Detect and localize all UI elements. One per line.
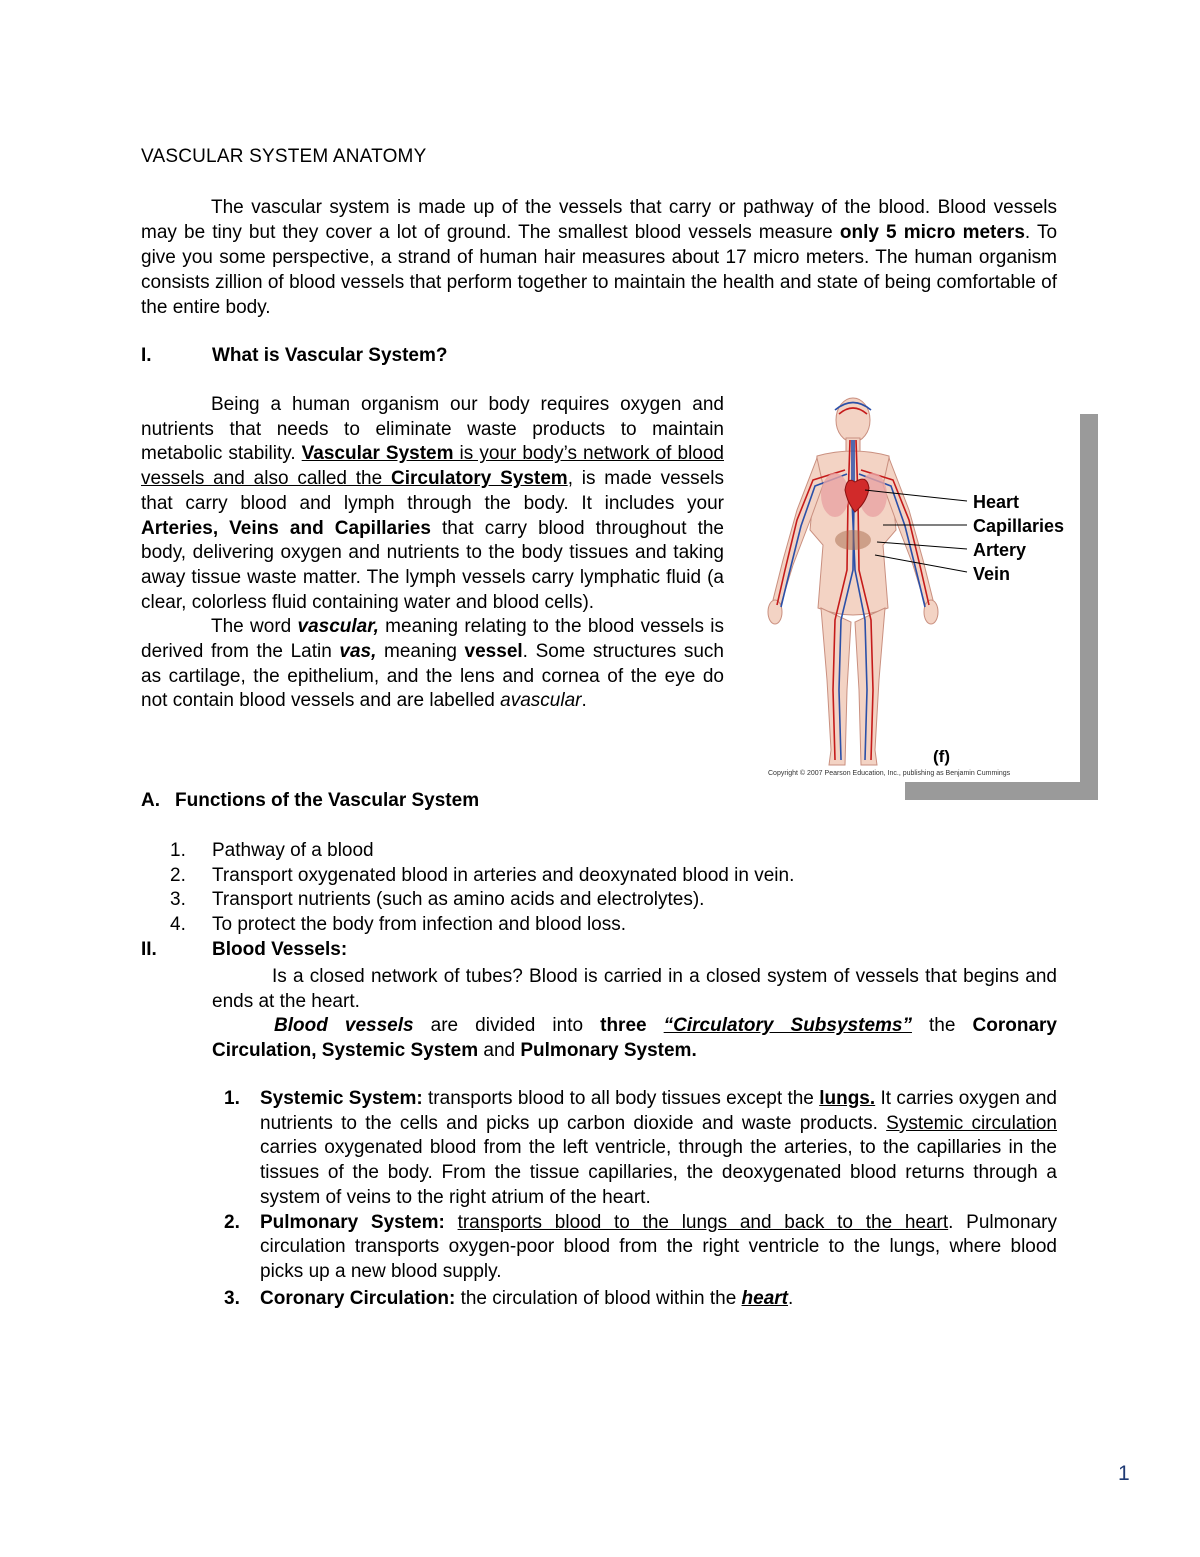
- text-run: Systemic System:: [260, 1088, 423, 1109]
- text-run: meaning: [376, 641, 465, 663]
- section-2-heading: Blood Vessels:: [212, 939, 348, 960]
- section-a-heading: Functions of the Vascular System: [175, 790, 480, 811]
- text-run: transports blood to the lungs and back to the heart: [457, 1211, 949, 1233]
- text-run: meaning relating to the blood vessels is derived from the Latin: [141, 616, 724, 663]
- text-run: Coronary Circulation:: [260, 1287, 456, 1309]
- figure-tag: (f): [933, 747, 950, 766]
- figure-labels: [973, 490, 1064, 586]
- list-number: 4.: [170, 913, 186, 935]
- text-run: is your body’s network of blood vessels and also called the: [141, 443, 724, 490]
- text-run: carries oxygenated blood from the left ventricle, through the arteries, to the capillaries in the tissues of the body. From the tissue capillaries, the deoxygenated blood returns through a system of veins to the right atrium of the heart.: [260, 1137, 1057, 1208]
- figure-copyright: Copyright © 2007 Pearson Education, Inc., publishing as Benjamin Cummings: [768, 770, 1011, 777]
- list-text: Transport nutrients (such as amino acids and electrolytes).: [212, 889, 705, 911]
- list-item-coronary: [224, 1287, 1057, 1312]
- text-run: Pulmonary System:: [260, 1211, 445, 1233]
- text-run: .: [581, 690, 587, 712]
- list-number: 2.: [224, 1211, 240, 1233]
- text-run: vas,: [339, 641, 377, 663]
- list-number: 3.: [224, 1287, 240, 1309]
- intro-bold-text: only 5 micro meters: [839, 222, 1025, 243]
- intro-paragraph: [141, 195, 1057, 320]
- text-run: vascular,: [297, 616, 379, 638]
- list-text: To protect the body from infection and blood loss.: [212, 913, 627, 935]
- section-1-body: [141, 393, 724, 714]
- text-run: . Some structures such as cartilage, the epithelium, and the lens and cornea of the eye do not contain blood vessels and are labelled: [141, 641, 724, 712]
- text-run: Blood vessels: [274, 1015, 414, 1036]
- intro-text: The vascular system is made up of the vessels that carry or pathway of the blood. Blood vessels may be tiny but they cover a lot of ground. The smallest blood vessels measure: [141, 197, 1057, 243]
- text-run: Coronary Circulation, Systemic System: [212, 1015, 1057, 1061]
- text-run: heart: [741, 1287, 789, 1309]
- section-1-paragraph-1: [141, 393, 724, 615]
- page-number: 1: [1118, 1462, 1130, 1485]
- text-run: Vascular System: [301, 443, 454, 465]
- text-run: and: [478, 1040, 521, 1061]
- text-run: It carries oxygen and nutrients to the cells and picks up carbon dioxide and waste products.: [260, 1088, 1057, 1134]
- vascular-system-figure: [755, 390, 1100, 802]
- section-a-number: A.: [141, 790, 160, 811]
- list-text: Transport oxygenated blood in arteries and deoxynated blood in vein.: [212, 864, 795, 886]
- section-1-number: I.: [141, 345, 152, 366]
- document-title: VASCULAR SYSTEM ANATOMY: [141, 146, 427, 167]
- figure-label-artery: Artery: [973, 540, 1027, 560]
- list-item-pulmonary: [224, 1211, 1057, 1285]
- intro-text-cont: . To give you some perspective, a strand of human hair measures about 17 micro meters. The human organism consists zillion of blood vessels that perform together to maintain the health and state of being comfortable of the entire body.: [141, 222, 1058, 318]
- blood-vessels-paragraph-1: Is a closed network of tubes? Blood is carried in a closed system of vessels that begins and ends at the heart.: [212, 966, 1057, 1012]
- text-run: .: [788, 1287, 794, 1309]
- text-run: Circulatory System: [390, 468, 568, 490]
- figure-label-heart: Heart: [973, 492, 1020, 512]
- text-run: three: [600, 1015, 664, 1036]
- list-text: Pathway of a blood: [212, 840, 374, 861]
- blood-vessels-paragraph-2: [212, 1013, 1057, 1063]
- list-number: 1.: [170, 840, 186, 861]
- list-number: 1.: [224, 1088, 240, 1109]
- text-run: The word: [211, 616, 298, 638]
- text-run: , is made vessels that carry blood and lymph through the body. It includes your: [141, 468, 724, 514]
- text-run: vessel: [464, 641, 523, 663]
- subsystems-list: [224, 1087, 1057, 1311]
- list-item-systemic: [224, 1087, 1057, 1211]
- figure-label-capillaries: Capillaries: [973, 516, 1065, 536]
- text-run: the: [911, 1015, 973, 1036]
- figure-label-vein: Vein: [973, 564, 1011, 584]
- list-number: 2.: [170, 864, 186, 886]
- text-run: [445, 1212, 458, 1233]
- text-run: “Circulatory Subsystems”: [663, 1015, 912, 1036]
- circulatory-diagram-image: [755, 390, 1100, 802]
- list-number: 3.: [170, 889, 186, 911]
- text-run: lungs.: [819, 1088, 876, 1109]
- text-run: avascular: [500, 690, 582, 712]
- text-run: Pulmonary System.: [520, 1040, 697, 1061]
- text-run: the circulation of blood within the: [455, 1287, 742, 1309]
- text-run: Systemic circulation: [886, 1112, 1058, 1134]
- section-2-number: II.: [141, 939, 157, 960]
- text-run: that carry blood throughout the body, delivering oxygen and nutrients to the body tissues and taking away tissue waste matter. The lymph vessels carry lymphatic fluid (a clear, colorless fluid containing water and blood cells).: [141, 517, 724, 613]
- text-run: are divided into: [413, 1015, 601, 1036]
- section-1-paragraph-2: [141, 615, 724, 714]
- text-run: transports blood to all body tissues except the: [422, 1088, 820, 1109]
- text-run: Being a human organism our body requires oxygen and nutrients that needs to eliminate waste products to maintain metabolic stability.: [141, 394, 724, 465]
- text-run: . Pulmonary circulation transports oxygen-poor blood from the right ventricle to the lungs, where blood picks up a new blood supply.: [260, 1211, 1057, 1282]
- section-1-heading: What is Vascular System?: [212, 345, 448, 366]
- text-run: Arteries, Veins and Capillaries: [141, 517, 431, 539]
